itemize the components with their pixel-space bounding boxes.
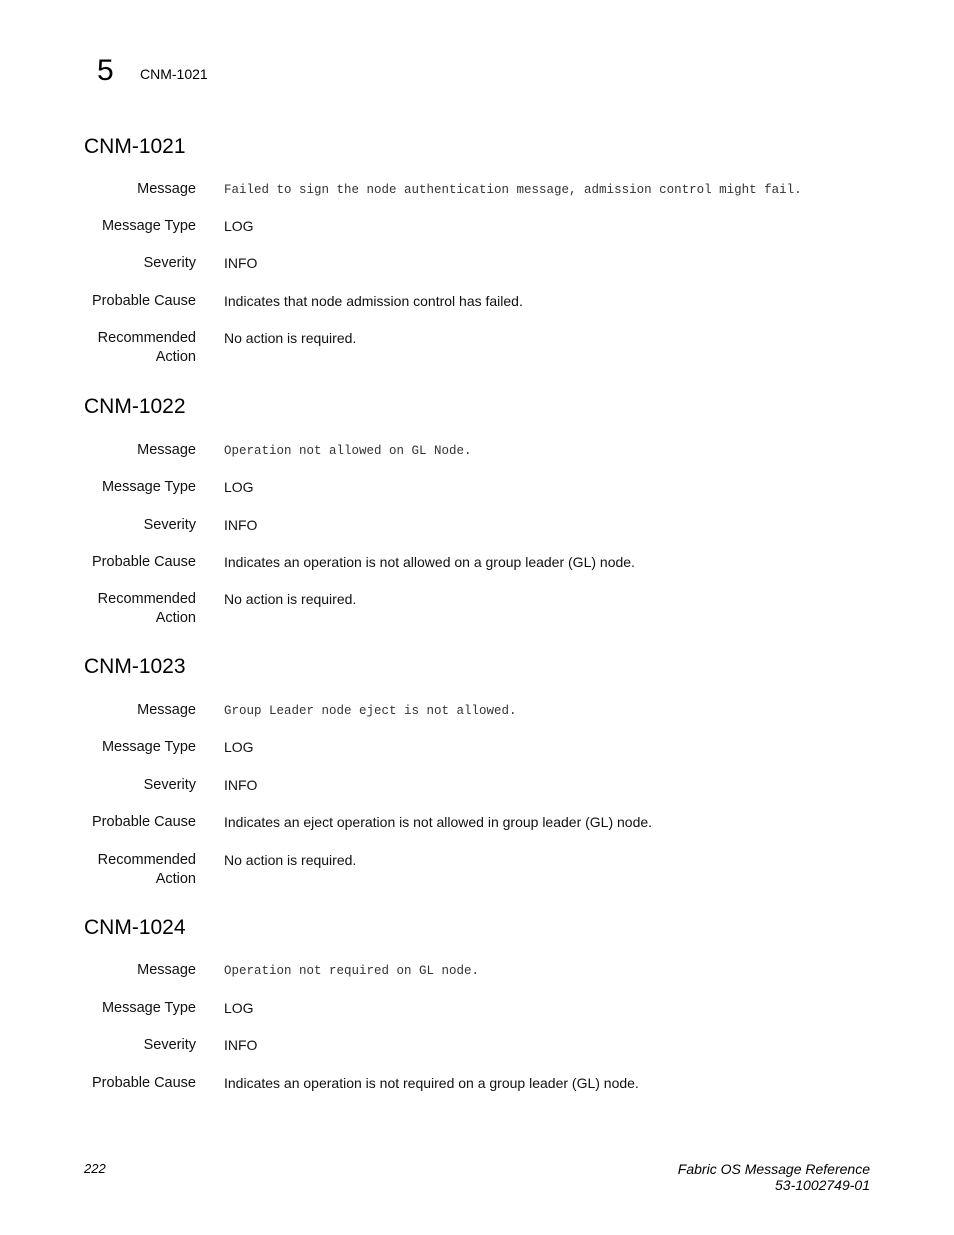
message-type-label: Message Type (101, 479, 196, 495)
entry-title: CNM-1021 (84, 135, 186, 158)
message-label: Message (137, 442, 196, 458)
probable-cause-value: Indicates that node admission control has failed. (224, 293, 523, 309)
recommended-label-line1: Recommended (97, 330, 196, 346)
page-number: 222 (84, 1161, 106, 1176)
probable-cause-label: Probable Cause (92, 293, 196, 309)
severity-label: Severity (143, 255, 196, 271)
recommended-label-line1: Recommended (97, 591, 196, 607)
severity-label: Severity (143, 517, 196, 533)
probable-cause-value: Indicates an operation is not allowed on a group leader (GL) node. (224, 554, 635, 570)
probable-cause-label: Probable Cause (92, 814, 196, 830)
message-type-label: Message Type (101, 1000, 196, 1016)
recommended-action-label (66, 851, 196, 889)
severity-label: Severity (143, 1037, 196, 1053)
message-value: Group Leader node eject is not allowed. (224, 704, 517, 718)
recommended-action-value: No action is required. (224, 591, 357, 607)
entry-title: CNM-1024 (84, 916, 186, 939)
recommended-label-line2: Action (155, 349, 196, 365)
recommended-action-label (66, 590, 196, 628)
severity-value: INFO (224, 777, 258, 793)
message-value: Failed to sign the node authentication message, admission control might fail. (224, 183, 802, 197)
probable-cause-label: Probable Cause (92, 554, 196, 570)
entry-title: CNM-1023 (84, 655, 186, 678)
severity-value: INFO (224, 517, 258, 533)
recommended-label-line2: Action (155, 871, 196, 887)
severity-value: INFO (224, 1037, 258, 1053)
message-value: Operation not required on GL node. (224, 964, 480, 978)
doc-title: Fabric OS Message Reference (677, 1161, 870, 1177)
message-label: Message (137, 181, 196, 197)
probable-cause-value: Indicates an operation is not required on a group leader (GL) node. (224, 1075, 639, 1091)
message-type-label: Message Type (101, 218, 196, 234)
entry-title: CNM-1022 (84, 395, 186, 418)
message-value: Operation not allowed on GL Node. (224, 444, 472, 458)
recommended-label-line1: Recommended (97, 852, 196, 868)
severity-value: INFO (224, 255, 258, 271)
severity-label: Severity (143, 777, 196, 793)
doc-number: 53-1002749-01 (775, 1177, 870, 1193)
recommended-label-line2: Action (155, 610, 196, 626)
message-type-value: LOG (224, 218, 254, 234)
probable-cause-value: Indicates an eject operation is not allowed in group leader (GL) node. (224, 814, 653, 830)
chapter-number: 5 (97, 54, 114, 87)
message-label: Message (137, 702, 196, 718)
recommended-action-value: No action is required. (224, 852, 357, 868)
recommended-action-value: No action is required. (224, 330, 357, 346)
recommended-action-label (66, 329, 196, 367)
probable-cause-label: Probable Cause (92, 1075, 196, 1091)
message-type-label: Message Type (101, 739, 196, 755)
message-label: Message (137, 962, 196, 978)
doc-info (678, 1161, 870, 1193)
message-type-value: LOG (224, 479, 254, 495)
running-title: CNM-1021 (140, 66, 208, 82)
message-type-value: LOG (224, 1000, 254, 1016)
message-type-value: LOG (224, 739, 254, 755)
